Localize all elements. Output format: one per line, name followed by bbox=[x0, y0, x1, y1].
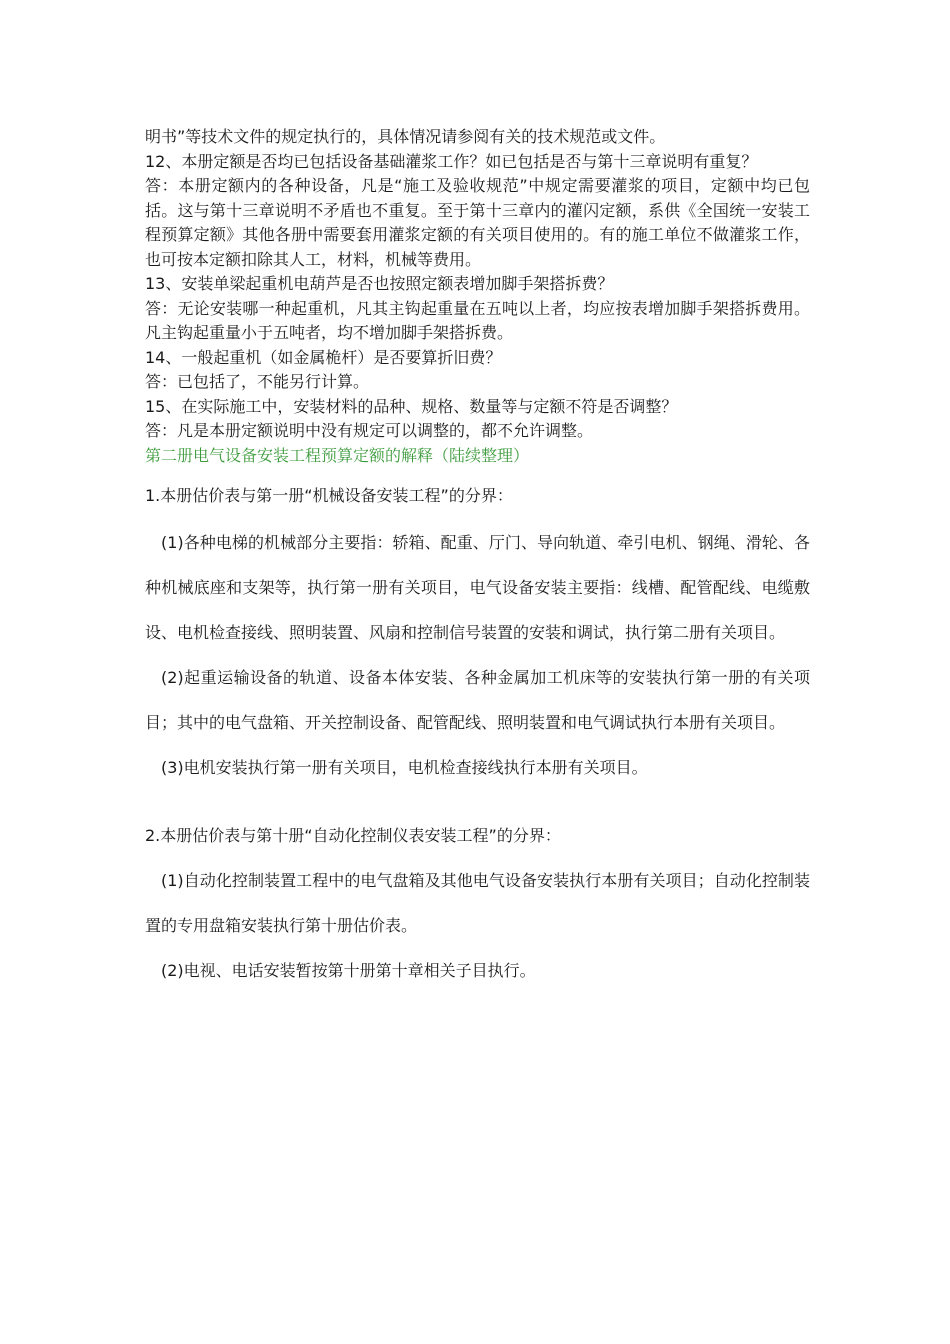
section-1-heading: 1.本册估价表与第一册“机械设备安装工程”的分界： bbox=[145, 486, 513, 505]
section-1-paragraph-3: (3)电机安装执行第一册有关项目，电机检查接线执行本册有关项目。 bbox=[161, 758, 648, 777]
section-2 bbox=[145, 824, 810, 993]
section-1-paragraph-1: (1)各种电梯的机械部分主要指：轿箱、配重、厅门、导向轨道、牵引电机、钢绳、滑轮、各种机械底座和支架等，执行第一册有关项目，电气设备安装主要指：线槽、配管配线、电缆敷设、电机检查接线、照明装置、风扇和控制信号装置的安装和调试，执行第二册有关项目。 bbox=[145, 533, 810, 642]
section-title: 第二册电气设备安装工程预算定额的解释（陆续整理） bbox=[145, 445, 530, 465]
qa-paragraph: 明书”等技术文件的规定执行的，具体情况请参阅有关的技术规范或文件。 bbox=[145, 127, 666, 146]
section-1 bbox=[145, 484, 810, 790]
question-12: 12、本册定额是否均已包括设备基础灌浆工作？如已包括是否与第十三章说明有重复？ bbox=[145, 151, 758, 171]
section-2-paragraph-2: (2)电视、电话安装暂按第十册第十章相关子目执行。 bbox=[161, 961, 536, 980]
section-2-paragraph-1: (1)自动化控制装置工程中的电气盘箱及其他电气设备安装执行本册有关项目；自动化控制装置的专用盘箱安装执行第十册估价表。 bbox=[145, 871, 810, 935]
question-13: 13、安装单梁起重机电葫芦是否也按照定额表增加脚手架搭拆费？ bbox=[145, 274, 614, 293]
answer-15: 答：凡是本册定额说明中没有规定可以调整的，都不允许调整。 bbox=[145, 421, 594, 440]
document-page bbox=[145, 125, 810, 993]
section-1-paragraph-2: (2)起重运输设备的轨道、设备本体安装、各种金属加工机床等的安装执行第一册的有关项目；其中的电气盘箱、开关控制设备、配管配线、照明装置和电气调试执行本册有关项目。 bbox=[145, 668, 810, 732]
answer-12: 答：本册定额内的各种设备，凡是“施工及验收规范”中规定需要灌浆的项目，定额中均已包括。这与第十三章说明不矛盾也不重复。至于第十三章内的灌闪定额，系供《全国统一安装工程预算定额》其他各册中需要套用灌浆定额的有关项目使用的。有的施工单位不做灌浆工作，也可按本定额扣除其人工，材料，机械等费用。 bbox=[145, 176, 810, 269]
section-2-heading: 2.本册估价表与第十册“自动化控制仪表安装工程”的分界： bbox=[145, 826, 561, 845]
qa-block bbox=[145, 125, 810, 444]
question-14: 14、一般起重机（如金属桅杆）是否要算折旧费？ bbox=[145, 347, 502, 367]
question-15: 15、在实际施工中，安装材料的品种、规格、数量等与定额不符是否调整？ bbox=[145, 396, 678, 416]
answer-14: 答：已包括了，不能另行计算。 bbox=[145, 372, 370, 391]
answer-13: 答：无论安装哪一种起重机，凡其主钩起重量在五吨以上者，均应按表增加脚手架搭拆费用。凡主钩起重量小于五吨者，均不增加脚手架搭拆费。 bbox=[145, 298, 810, 342]
